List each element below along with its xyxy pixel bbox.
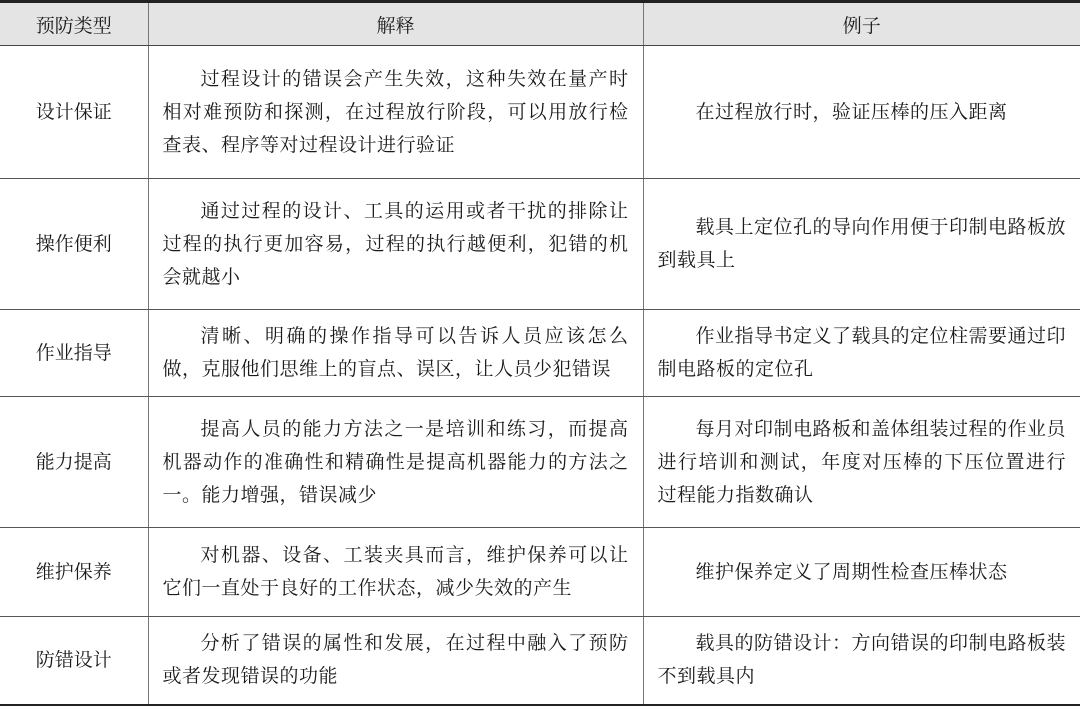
explanation-cell: 通过过程的设计、工具的运用或者干扰的排除让过程的执行更加容易，过程的执行越便利，犯错的机会就越小: [148, 179, 643, 310]
example-cell: 载具的防错设计：方向错误的印制电路板装不到载具内: [643, 617, 1080, 705]
example-cell: 维护保养定义了周期性检查压棒状态: [643, 528, 1080, 617]
table-row: [0, 528, 1080, 617]
table-row: [0, 397, 1080, 528]
prevention-type-cell: 防错设计: [0, 617, 148, 705]
header-explanation: 解释: [148, 2, 643, 46]
prevention-type-cell: 操作便利: [0, 179, 148, 310]
prevention-type-cell: 作业指导: [0, 310, 148, 397]
prevention-type-cell: 设计保证: [0, 46, 148, 179]
explanation-cell: 分析了错误的属性和发展，在过程中融入了预防或者发现错误的功能: [148, 617, 643, 705]
table-row: [0, 310, 1080, 397]
header-example: 例子: [643, 2, 1080, 46]
example-cell: 作业指导书定义了载具的定位柱需要通过印制电路板的定位孔: [643, 310, 1080, 397]
header-row: [0, 2, 1080, 46]
example-cell: 载具上定位孔的导向作用便于印制电路板放到载具上: [643, 179, 1080, 310]
example-cell: 每月对印制电路板和盖体组装过程的作业员进行培训和测试，年度对压棒的下压位置进行过程能力指数确认: [643, 397, 1080, 528]
explanation-cell: 对机器、设备、工装夹具而言，维护保养可以让它们一直处于良好的工作状态，减少失效的产生: [148, 528, 643, 617]
table-row: [0, 617, 1080, 705]
explanation-cell: 过程设计的错误会产生失效，这种失效在量产时相对难预防和探测，在过程放行阶段，可以用放行检查表、程序等对过程设计进行验证: [148, 46, 643, 179]
table-row: [0, 179, 1080, 310]
prevention-type-cell: 能力提高: [0, 397, 148, 528]
explanation-cell: 提高人员的能力方法之一是培训和练习，而提高机器动作的准确性和精确性是提高机器能力的方法之一。能力增强，错误减少: [148, 397, 643, 528]
table-row: [0, 46, 1080, 179]
prevention-type-cell: 维护保养: [0, 528, 148, 617]
example-cell: 在过程放行时，验证压棒的压入距离: [643, 46, 1080, 179]
header-prevention-type: 预防类型: [0, 2, 148, 46]
explanation-cell: 清晰、明确的操作指导可以告诉人员应该怎么做，克服他们思维上的盲点、误区，让人员少犯错误: [148, 310, 643, 397]
